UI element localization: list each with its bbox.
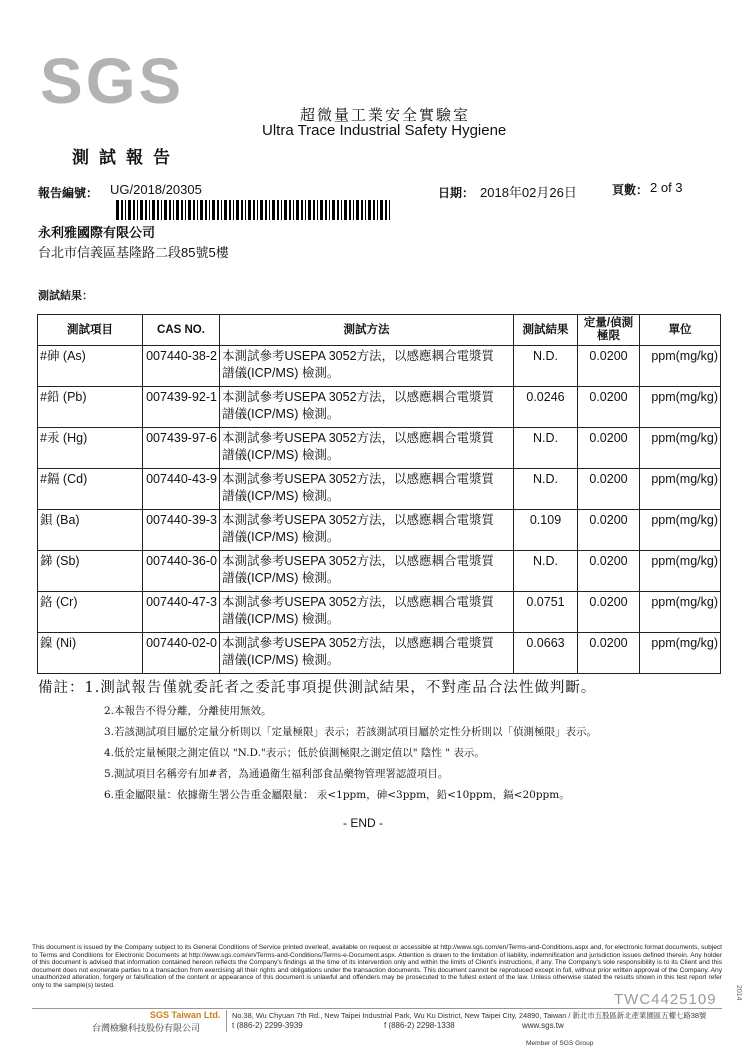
cell-unit: ppm(mg/kg) xyxy=(640,510,721,551)
method-line-1: 本測試參考USEPA 3052方法，以感應耦合電漿質 xyxy=(222,431,495,445)
cell-test-result: 0.109 xyxy=(514,510,578,551)
cell-test-item: 鋇 (Ba) xyxy=(38,510,143,551)
barcode-bar xyxy=(353,200,354,220)
header-limit-line1: 定量/偵測 xyxy=(583,317,634,329)
cell-test-item: 鎳 (Ni) xyxy=(38,633,143,674)
method-line-1: 本測試參考USEPA 3052方法，以感應耦合電漿質 xyxy=(222,390,495,404)
method-line-1: 本測試參考USEPA 3052方法，以感應耦合電漿質 xyxy=(222,595,495,609)
barcode-bar xyxy=(365,200,366,220)
footer-divider-line xyxy=(32,1008,722,1009)
legal-disclaimer: This document is issued by the Company subject to its General Conditions of Service printed overleaf, available on request or accessible at http://www.sgs.com/en/Terms-and-Conditions.aspx and, for electronic format documents, subject to Terms and Conditions for Electronic Documents at http://www.sgs.com/en/Terms-and-Conditions/Terms-e-Document.aspx. Attention is drawn to the limitation of liability, indemnification and jurisdiction issues defined therein. Any holder of this document is advised that information contained hereon reflects the Company's findings at the time of its intervention only and within the limits of Client's instructions, if any. The Company's sole responsibility is to its Client and this document does not exonerate parties to a transaction from exercising all their rights and obligations under the transaction documents. This document cannot be reproduced except in full, without prior written approval of the Company. Any unauthorized alteration, forgery or falsification of the content or appearance of this document is unlawful and offenders may be prosecuted to the fullest extent of the law. Unless otherwise stated the results shown in this test report refer only to the sample(s) tested. xyxy=(32,944,722,989)
note-line-6: 6.重金屬限量：依據衛生署公告重金屬限量： 汞<1ppm，砷<3ppm，鉛<10ppm，鎘<20ppm。 xyxy=(104,789,570,801)
method-line-2: 譜儀(ICP/MS) 檢測。 xyxy=(222,366,340,380)
barcode-bar xyxy=(305,200,306,220)
end-mark: - END - xyxy=(343,816,383,830)
notes-section xyxy=(38,676,728,802)
barcode-bar xyxy=(293,200,294,220)
lab-name-zh: 超微量工業安全實驗室 xyxy=(300,106,471,124)
method-line-2: 譜儀(ICP/MS) 檢測。 xyxy=(222,489,340,503)
barcode-bar xyxy=(217,200,219,220)
barcode-bar xyxy=(257,200,258,220)
cell-test-method xyxy=(220,592,514,633)
method-line-2: 譜儀(ICP/MS) 檢測。 xyxy=(222,653,340,667)
header-unit: 單位 xyxy=(640,315,721,346)
barcode-bar xyxy=(389,200,390,220)
results-label: 測試結果： xyxy=(38,290,93,302)
barcode-bar xyxy=(356,200,359,220)
cell-test-method xyxy=(220,387,514,428)
cell-test-method xyxy=(220,551,514,592)
cell-limit: 0.0200 xyxy=(578,633,640,674)
barcode-bar xyxy=(229,200,231,220)
barcode-bar xyxy=(385,200,387,220)
barcode-bar xyxy=(248,200,251,220)
report-title: 測試報告 xyxy=(72,148,180,167)
cell-test-method xyxy=(220,510,514,551)
cell-cas-no: 007440-43-9 xyxy=(143,469,220,510)
cell-cas-no: 007439-97-6 xyxy=(143,428,220,469)
barcode-bar xyxy=(260,200,263,220)
note-line-3: 3.若該測試項目屬於定量分析則以「定量極限」表示；若該測試項目屬於定性分析則以「偵測極限」表示。 xyxy=(104,726,598,738)
cell-test-item: #鎘 (Cd) xyxy=(38,469,143,510)
cell-limit: 0.0200 xyxy=(578,592,640,633)
date-label: 日期： xyxy=(438,186,475,200)
method-line-1: 本測試參考USEPA 3052方法，以感應耦合電漿質 xyxy=(222,349,495,363)
footer-vertical-divider xyxy=(226,1010,227,1032)
twc-serial-number: TWC4425109 xyxy=(614,991,717,1008)
barcode-bar xyxy=(325,200,327,220)
cell-unit: ppm(mg/kg) xyxy=(640,346,721,387)
cell-limit: 0.0200 xyxy=(578,387,640,428)
cell-test-result: 0.0246 xyxy=(514,387,578,428)
barcode-bar xyxy=(116,200,119,220)
cell-test-method xyxy=(220,633,514,674)
barcode-bar xyxy=(197,200,198,220)
barcode-bar xyxy=(296,200,299,220)
note-line-1: 備註：1.測試報告僅就委託者之委託事項提供測試結果，不對產品合法性做判斷。 xyxy=(38,680,597,696)
header-test-method: 測試方法 xyxy=(220,315,514,346)
cell-limit: 0.0200 xyxy=(578,510,640,551)
barcode-bar xyxy=(301,200,303,220)
client-address: 台北市信義區基隆路二段85號5樓 xyxy=(38,245,229,260)
barcode-bar xyxy=(332,200,335,220)
footer-brand: SGS Taiwan Ltd. xyxy=(150,1010,221,1020)
lab-name-en: Ultra Trace Industrial Safety Hygiene xyxy=(262,122,507,139)
barcode-bar xyxy=(173,200,174,220)
barcode-bar xyxy=(313,200,315,220)
cell-cas-no: 007440-02-0 xyxy=(143,633,220,674)
sgs-logo: SGS xyxy=(40,45,185,117)
barcode-bar xyxy=(337,200,339,220)
header-limit-line2: 極限 xyxy=(597,330,620,342)
method-line-2: 譜儀(ICP/MS) 檢測。 xyxy=(222,612,340,626)
cell-test-result: 0.0751 xyxy=(514,592,578,633)
table-row xyxy=(38,592,721,633)
barcode-bar xyxy=(149,200,150,220)
table-row xyxy=(38,387,721,428)
barcode-bar xyxy=(380,200,383,220)
barcode-bar xyxy=(329,200,330,220)
cell-limit: 0.0200 xyxy=(578,551,640,592)
barcode-bar xyxy=(221,200,222,220)
table-row xyxy=(38,428,721,469)
table-row xyxy=(38,510,721,551)
cell-unit: ppm(mg/kg) xyxy=(640,551,721,592)
barcode-bar xyxy=(281,200,282,220)
barcode-bar xyxy=(169,200,171,220)
barcode-bar xyxy=(320,200,323,220)
barcode-bar xyxy=(373,200,375,220)
barcode-bar xyxy=(236,200,239,220)
barcode-bar xyxy=(205,200,207,220)
cell-test-item: #砷 (As) xyxy=(38,346,143,387)
header-test-item: 測試項目 xyxy=(38,315,143,346)
barcode-bar xyxy=(233,200,234,220)
cell-test-result: N.D. xyxy=(514,551,578,592)
barcode-bar xyxy=(272,200,275,220)
cell-limit: 0.0200 xyxy=(578,346,640,387)
note-line-2: 2.本報告不得分離，分離使用無效。 xyxy=(104,705,272,717)
cell-test-item: 鉻 (Cr) xyxy=(38,592,143,633)
barcode-bar xyxy=(277,200,279,220)
table-header-row xyxy=(38,315,721,346)
cell-unit: ppm(mg/kg) xyxy=(640,633,721,674)
barcode-bar xyxy=(200,200,203,220)
report-date: 2018年02月26日 xyxy=(480,185,577,200)
barcode-bar xyxy=(341,200,342,220)
barcode-bar xyxy=(193,200,195,220)
barcode-bar xyxy=(308,200,311,220)
table-row xyxy=(38,346,721,387)
barcode-bar xyxy=(121,200,123,220)
side-code: 2014 xyxy=(735,985,742,1001)
barcode-bar xyxy=(224,200,227,220)
report-number-label: 報告編號： xyxy=(38,186,99,200)
footer-fax: f (886-2) 2298-1338 xyxy=(384,1021,455,1030)
cell-unit: ppm(mg/kg) xyxy=(640,592,721,633)
footer-member: Member of SGS Group xyxy=(526,1040,594,1047)
report-barcode xyxy=(116,200,394,220)
barcode-bar xyxy=(317,200,318,220)
method-line-2: 譜儀(ICP/MS) 檢測。 xyxy=(222,530,340,544)
barcode-bar xyxy=(133,200,135,220)
barcode-bar xyxy=(125,200,126,220)
cell-cas-no: 007439-92-1 xyxy=(143,387,220,428)
barcode-bar xyxy=(161,200,162,220)
cell-unit: ppm(mg/kg) xyxy=(640,387,721,428)
method-line-2: 譜儀(ICP/MS) 檢測。 xyxy=(222,571,340,585)
footer-website: www.sgs.tw xyxy=(522,1021,564,1030)
method-line-1: 本測試參考USEPA 3052方法，以感應耦合電漿質 xyxy=(222,636,495,650)
barcode-bar xyxy=(181,200,183,220)
cell-unit: ppm(mg/kg) xyxy=(640,469,721,510)
table-row xyxy=(38,551,721,592)
barcode-bar xyxy=(137,200,138,220)
page-count: 2 of 3 xyxy=(650,180,683,195)
cell-limit: 0.0200 xyxy=(578,428,640,469)
cell-test-result: N.D. xyxy=(514,346,578,387)
barcode-bar xyxy=(377,200,378,220)
cell-unit: ppm(mg/kg) xyxy=(640,428,721,469)
barcode-bar xyxy=(157,200,159,220)
notes-label: 備註： xyxy=(38,680,85,696)
cell-test-method xyxy=(220,346,514,387)
barcode-bar xyxy=(145,200,147,220)
cell-test-result: N.D. xyxy=(514,469,578,510)
cell-test-method xyxy=(220,469,514,510)
cell-cas-no: 007440-38-2 xyxy=(143,346,220,387)
method-line-1: 本測試參考USEPA 3052方法，以感應耦合電漿質 xyxy=(222,513,495,527)
cell-test-method xyxy=(220,428,514,469)
barcode-bar xyxy=(176,200,179,220)
barcode-bar xyxy=(368,200,371,220)
cell-test-item: 銻 (Sb) xyxy=(38,551,143,592)
header-cas-no: CAS NO. xyxy=(143,315,220,346)
barcode-bar xyxy=(164,200,167,220)
method-line-1: 本測試參考USEPA 3052方法，以感應耦合電漿質 xyxy=(222,472,495,486)
barcode-bar xyxy=(265,200,267,220)
method-line-2: 譜儀(ICP/MS) 檢測。 xyxy=(222,448,340,462)
barcode-bar xyxy=(289,200,291,220)
cell-cas-no: 007440-39-3 xyxy=(143,510,220,551)
page-count-label: 頁數： xyxy=(612,183,649,197)
table-row xyxy=(38,633,721,674)
note-line-5: 5.測試項目名稱旁有加#者，為通過衛生福利部食品藥物管理署認證項目。 xyxy=(104,768,449,780)
barcode-bar xyxy=(361,200,363,220)
barcode-bar xyxy=(344,200,347,220)
barcode-bar xyxy=(212,200,215,220)
cell-test-item: #汞 (Hg) xyxy=(38,428,143,469)
method-line-2: 譜儀(ICP/MS) 檢測。 xyxy=(222,407,340,421)
barcode-bar xyxy=(245,200,246,220)
barcode-bar xyxy=(140,200,143,220)
barcode-bar xyxy=(152,200,155,220)
table-row xyxy=(38,469,721,510)
barcode-bar xyxy=(253,200,255,220)
cell-cas-no: 007440-47-3 xyxy=(143,592,220,633)
footer-company-zh: 台灣檢驗科技股份有限公司 xyxy=(92,1024,201,1034)
cell-limit: 0.0200 xyxy=(578,469,640,510)
footer-phone: t (886-2) 2299-3939 xyxy=(232,1021,303,1030)
method-line-1: 本測試參考USEPA 3052方法，以感應耦合電漿質 xyxy=(222,554,495,568)
client-name: 永利雅國際有限公司 xyxy=(38,225,156,240)
note-line-4: 4.低於定量極限之測定值以 "N.D."表示；低於偵測極限之測定值以" 陰性 " 表示。 xyxy=(104,747,485,759)
results-table xyxy=(37,314,721,674)
cell-test-result: 0.0663 xyxy=(514,633,578,674)
header-limit xyxy=(578,315,640,346)
cell-test-result: N.D. xyxy=(514,428,578,469)
barcode-bar xyxy=(128,200,131,220)
report-number: UG/2018/20305 xyxy=(110,182,202,197)
barcode-bar xyxy=(269,200,270,220)
barcode-bar xyxy=(241,200,243,220)
cell-cas-no: 007440-36-0 xyxy=(143,551,220,592)
footer-address: No.38, Wu Chyuan 7th Rd., New Taipei Industrial Park, Wu Ku District, New Taipei City, 24890, Taiwan / 新北市五股區新北產業園區五權七路38號 xyxy=(232,1011,707,1020)
barcode-bar xyxy=(188,200,191,220)
header-test-result: 測試結果 xyxy=(514,315,578,346)
barcode-bar xyxy=(185,200,186,220)
barcode-bar xyxy=(209,200,210,220)
barcode-bar xyxy=(349,200,351,220)
cell-test-item: #鉛 (Pb) xyxy=(38,387,143,428)
barcode-bar xyxy=(284,200,287,220)
